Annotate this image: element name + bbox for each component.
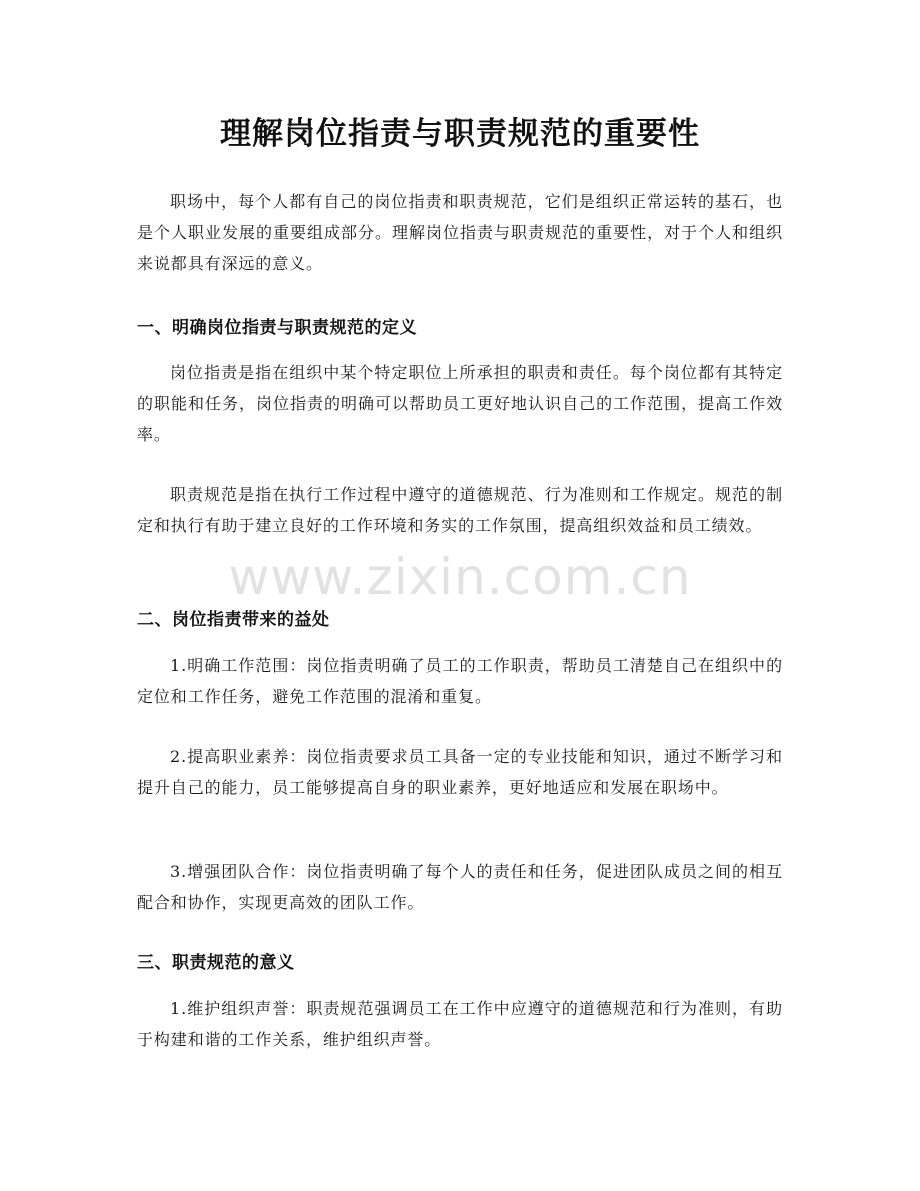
section-heading-1: 一、明确岗位指责与职责规范的定义 [137,318,417,338]
section-heading-3: 三、职责规范的意义 [137,953,295,973]
page-title: 理解岗位指责与职责规范的重要性 [220,116,700,152]
section-2-item-3: 3.增强团队合作：岗位指责明确了每个人的责任和任务，促进团队成员之间的相互配合和协作，实现更高效的团队工作。 [137,862,783,912]
section-1-paragraph-1: 岗位指责是指在组织中某个特定职位上所承担的职责和责任。每个岗位都有其特定的职能和任务，岗位指责的明确可以帮助员工更好地认识自己的工作范围，提高工作效率。 [137,363,783,444]
intro-paragraph: 职场中，每个人都有自己的岗位指责和职责规范，它们是组织正常运转的基石，也是个人职业发展的重要组成部分。理解岗位指责与职责规范的重要性，对于个人和组织来说都具有深远的意义。 [137,192,783,273]
section-2-item-2: 2.提高职业素养：岗位指责要求员工具备一定的专业技能和知识，通过不断学习和提升自己的能力，员工能够提高自身的职业素养，更好地适应和发展在职场中。 [137,747,783,797]
section-2-item-1: 1.明确工作范围：岗位指责明确了员工的工作职责，帮助员工清楚自己在组织中的定位和工作任务，避免工作范围的混淆和重复。 [137,656,783,706]
section-3-item-1: 1.维护组织声誉：职责规范强调员工在工作中应遵守的道德规范和行为准则，有助于构建和谐的工作关系，维护组织声誉。 [137,999,783,1049]
section-1-paragraph-2: 职责规范是指在执行工作过程中遵守的道德规范、行为准则和工作规定。规范的制定和执行有助于建立良好的工作环境和务实的工作氛围，提高组织效益和员工绩效。 [137,485,783,535]
section-heading-2: 二、岗位指责带来的益处 [137,610,330,630]
watermark: www.zixin.com.cn [228,548,692,606]
